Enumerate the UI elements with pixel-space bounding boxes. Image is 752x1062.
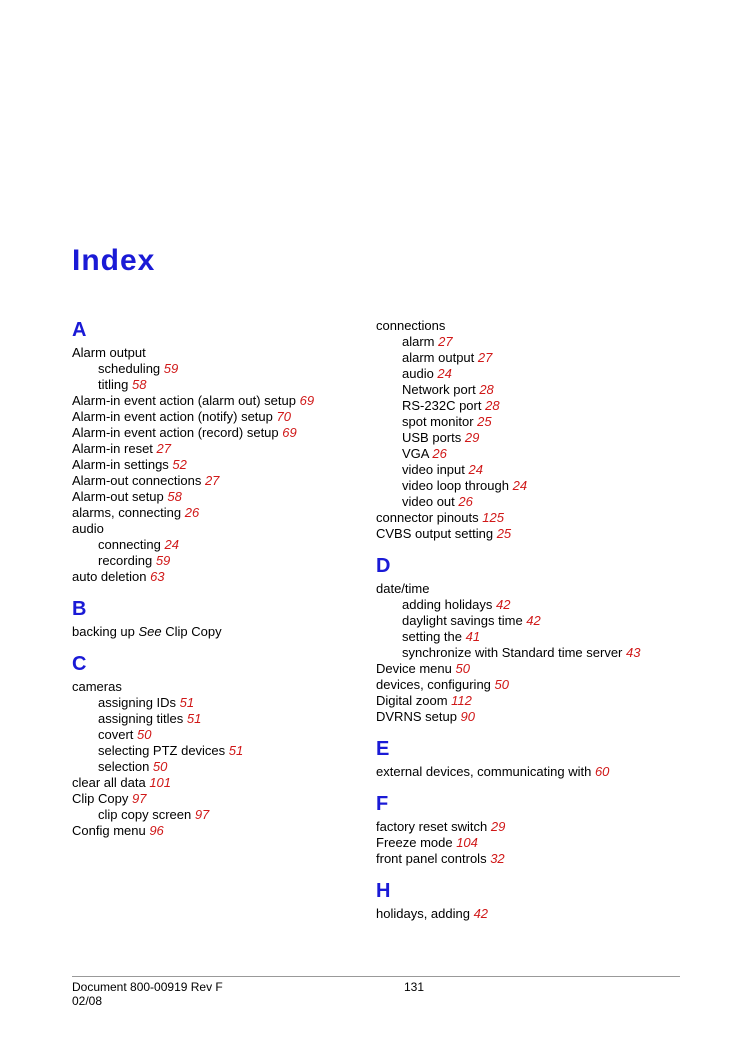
index-term: cameras [72, 679, 122, 694]
page-reference-link[interactable]: 69 [299, 393, 315, 408]
page-reference-link[interactable]: 97 [194, 807, 210, 822]
index-subentry [72, 807, 362, 823]
index-entry [376, 318, 716, 334]
index-term: devices, configuring [376, 677, 495, 692]
index-entry [72, 393, 362, 409]
index-term: titling [98, 377, 132, 392]
index-term: external devices, communicating with [376, 764, 595, 779]
index-entry [376, 906, 716, 922]
index-letter-heading: F [376, 793, 389, 815]
page-reference-link[interactable]: 32 [490, 851, 505, 866]
index-entry [376, 677, 716, 693]
index-subentry [376, 430, 716, 446]
index-subentry [376, 613, 716, 629]
index-subentry [376, 366, 716, 382]
index-term: alarm output [402, 350, 478, 365]
index-entry [72, 624, 362, 640]
index-term: date/time [376, 581, 430, 596]
index-subentry [376, 446, 716, 462]
index-subentry [376, 645, 716, 661]
index-subentry [376, 629, 716, 645]
index-entry [376, 851, 716, 867]
page-reference-link[interactable]: 24 [164, 537, 179, 552]
page-reference-link[interactable]: 27 [204, 473, 220, 488]
index-term: clear all data [72, 775, 150, 790]
index-subentry [72, 537, 362, 553]
page-reference-link[interactable]: 26 [432, 446, 447, 461]
index-term: recording [98, 553, 156, 568]
index-subentry [72, 727, 362, 743]
index-term: scheduling [98, 361, 164, 376]
page-reference-link[interactable]: 69 [282, 425, 297, 440]
page-reference-link[interactable]: 26 [184, 505, 200, 520]
index-term: USB ports [402, 430, 465, 445]
page-reference-link[interactable]: 59 [155, 553, 171, 568]
index-letter-heading: E [376, 738, 390, 760]
page-reference-link[interactable]: 29 [464, 430, 480, 445]
page-reference-link[interactable]: 70 [276, 409, 291, 424]
index-term: video input [402, 462, 469, 477]
page-reference-link[interactable]: 60 [594, 764, 610, 779]
index-term: Alarm-out connections [72, 473, 205, 488]
index-term: Device menu [376, 661, 456, 676]
page-reference-link[interactable]: 104 [456, 835, 478, 850]
footer-page-number: 131 [404, 980, 425, 994]
index-entry [376, 764, 716, 780]
page-reference-link[interactable]: 26 [458, 494, 473, 509]
page-reference-link[interactable]: 27 [156, 441, 171, 456]
index-term: audio [72, 521, 104, 536]
index-term: setting the [402, 629, 466, 644]
index-term: assigning IDs [98, 695, 180, 710]
index-term: covert [98, 727, 138, 742]
index-term: VGA [402, 446, 433, 461]
index-subentry [376, 414, 716, 430]
index-term: video out [402, 494, 459, 509]
index-entry [72, 521, 362, 537]
index-subentry [376, 462, 716, 478]
index-term: connector pinouts [376, 510, 483, 525]
index-letter-heading: A [72, 319, 87, 341]
index-term: holidays, adding [376, 906, 474, 921]
index-entry [376, 835, 716, 851]
index-term: assigning titles [98, 711, 187, 726]
index-term: DVRNS setup [376, 709, 461, 724]
index-term: Alarm-in reset [72, 441, 157, 456]
index-term: connecting [98, 537, 165, 552]
index-subentry [376, 478, 716, 494]
index-subentry [376, 494, 716, 510]
footer-document-info [72, 980, 223, 1008]
page-reference-link[interactable]: 42 [526, 613, 541, 628]
index-entry [376, 526, 716, 542]
index-subentry [376, 398, 716, 414]
index-subentry [376, 597, 716, 613]
page-reference-link[interactable]: 43 [625, 645, 641, 660]
index-entry [72, 473, 362, 489]
index-term: factory reset switch [376, 819, 491, 834]
page-reference-link[interactable]: 29 [490, 819, 506, 834]
index-entry [376, 581, 716, 597]
page-reference-link[interactable]: 51 [186, 711, 202, 726]
index-entry [72, 823, 362, 839]
page-reference-link[interactable]: 112 [451, 693, 472, 708]
index-letter-heading: D [376, 555, 391, 577]
page-reference-link[interactable]: 28 [485, 398, 500, 413]
index-entry [72, 569, 362, 585]
page-reference-link[interactable]: 59 [163, 361, 179, 376]
index-subentry [72, 377, 362, 393]
index-term: Config menu [72, 823, 150, 838]
page-title: Index [72, 244, 156, 277]
index-column-right [376, 318, 716, 922]
page-reference-link[interactable]: 51 [228, 743, 244, 758]
index-term: auto deletion [72, 569, 151, 584]
index-term: Alarm output [72, 345, 146, 360]
index-entry [72, 679, 362, 695]
index-term: synchronize with Standard time server [402, 645, 626, 660]
index-term: Clip Copy [72, 791, 132, 806]
page-reference-link[interactable]: 125 [482, 510, 504, 525]
page-reference-link[interactable]: 50 [494, 677, 509, 692]
index-entry [72, 775, 362, 791]
index-subentry [376, 350, 716, 366]
page-reference-link[interactable]: 24 [468, 462, 483, 477]
index-term: selection [98, 759, 153, 774]
index-subentry [72, 695, 362, 711]
index-entry [376, 661, 716, 677]
index-term: Freeze mode [376, 835, 457, 850]
index-entry [376, 819, 716, 835]
page-reference-link[interactable]: 63 [150, 569, 165, 584]
index-term: Alarm-out setup [72, 489, 168, 504]
index-term: Alarm-in settings [72, 457, 173, 472]
footer-document-id: Document 800-00919 Rev F [72, 980, 223, 994]
index-entry [72, 441, 362, 457]
page-reference-link[interactable]: 42 [473, 906, 489, 921]
index-term: front panel controls [376, 851, 491, 866]
index-entry [72, 425, 362, 441]
index-term: Alarm-in event action (notify) setup [72, 409, 277, 424]
page-reference-link[interactable]: 24 [512, 478, 528, 493]
page-reference-link[interactable]: 25 [477, 414, 492, 429]
index-term: CVBS output setting [376, 526, 497, 541]
page-reference-link[interactable]: 58 [167, 489, 182, 504]
index-term: selecting PTZ devices [98, 743, 229, 758]
index-term: connections [376, 318, 446, 333]
index-entry [376, 709, 716, 725]
index-letter-heading: B [72, 598, 87, 620]
index-entry [376, 510, 716, 526]
index-entry [376, 693, 716, 709]
index-term: Network port [402, 382, 480, 397]
index-subentry [376, 334, 716, 350]
index-term: alarm [402, 334, 439, 349]
see-target: Clip Copy [161, 624, 222, 639]
index-entry [72, 457, 362, 473]
index-subentry [72, 743, 362, 759]
index-term: daylight savings time [402, 613, 527, 628]
page-reference-link[interactable]: 50 [137, 727, 152, 742]
index-subentry [72, 711, 362, 727]
index-entry [72, 489, 362, 505]
page-reference-link[interactable]: 24 [437, 366, 452, 381]
index-subentry [72, 553, 362, 569]
page-reference-link[interactable]: 51 [179, 695, 195, 710]
index-letter-heading: H [376, 880, 391, 902]
page-reference-link[interactable]: 25 [496, 526, 512, 541]
index-entry [72, 505, 362, 521]
index-column-left [72, 318, 362, 839]
index-subentry [72, 759, 362, 775]
index-term: clip copy screen [98, 807, 195, 822]
footer-date: 02/08 [72, 994, 103, 1008]
see-reference: See [138, 624, 162, 639]
index-subentry [376, 382, 716, 398]
index-term: RS-232C port [402, 398, 486, 413]
index-term: Alarm-in event action (alarm out) setup [72, 393, 300, 408]
index-term: video loop through [402, 478, 513, 493]
page-reference-link[interactable]: 50 [455, 661, 470, 676]
page-reference-link[interactable]: 42 [495, 597, 511, 612]
page-reference-link[interactable]: 28 [479, 382, 494, 397]
index-term: audio [402, 366, 438, 381]
page-reference-link[interactable]: 90 [460, 709, 476, 724]
page-reference-link[interactable]: 58 [131, 377, 147, 392]
page-reference-link[interactable]: 96 [149, 823, 164, 838]
index-term: spot monitor [402, 414, 478, 429]
page-reference-link[interactable]: 41 [465, 629, 481, 644]
index-term: adding holidays [402, 597, 496, 612]
index-entry [72, 409, 362, 425]
index-term: Digital zoom [376, 693, 452, 708]
page-reference-link[interactable]: 97 [131, 791, 147, 806]
index-entry [72, 791, 362, 807]
page-reference-link[interactable]: 27 [438, 334, 453, 349]
index-term: backing up [72, 624, 139, 639]
index-term: alarms, connecting [72, 505, 185, 520]
page-reference-link[interactable]: 27 [477, 350, 493, 365]
index-entry [72, 345, 362, 361]
page-reference-link[interactable]: 101 [149, 775, 172, 790]
footer-divider [72, 976, 680, 977]
page-reference-link[interactable]: 52 [172, 457, 187, 472]
page-reference-link[interactable]: 50 [152, 759, 168, 774]
index-term: Alarm-in event action (record) setup [72, 425, 283, 440]
index-subentry [72, 361, 362, 377]
index-letter-heading: C [72, 653, 87, 675]
